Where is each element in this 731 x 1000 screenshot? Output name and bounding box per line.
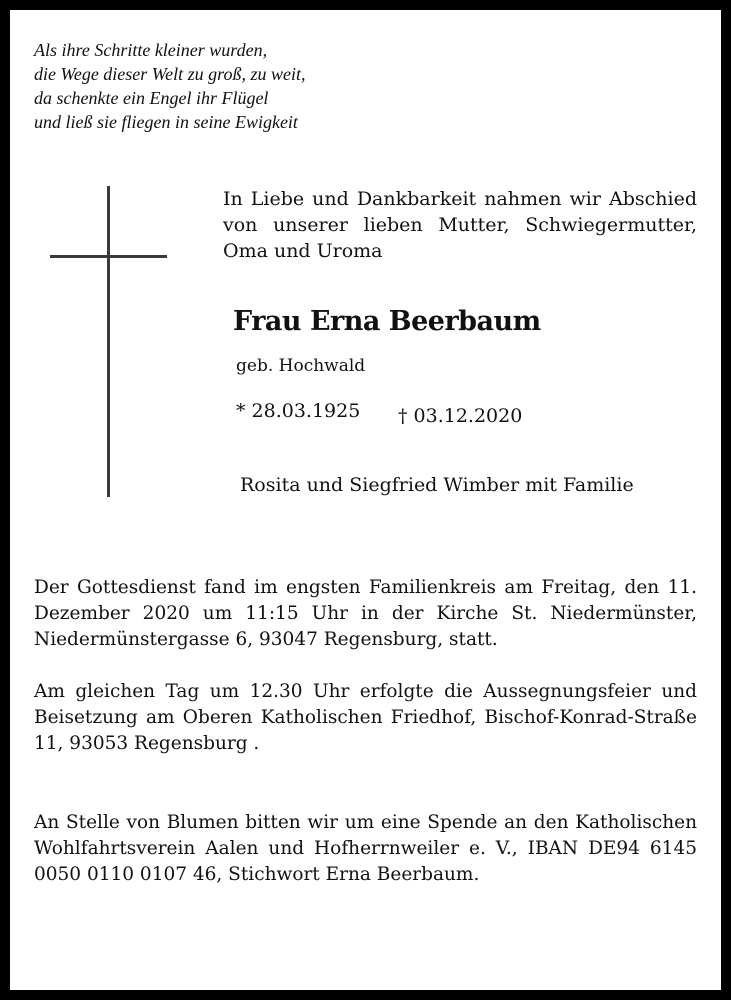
poem-line: und ließ sie fliegen in seine Ewigkeit bbox=[34, 112, 298, 132]
death-date: † 03.12.2020 bbox=[398, 405, 523, 427]
poem bbox=[34, 38, 305, 134]
cross-vertical-bar bbox=[107, 186, 110, 497]
service-paragraph: Der Gottesdienst fand im engsten Familienkreis am Freitag, den 11. Dezember 2020 um 11:15 Uhr in der Kirche St. Niedermünster, Niedermünstergasse 6, 93047 Regensburg, statt. bbox=[34, 577, 697, 650]
intro-text: In Liebe und Dankbarkeit nahmen wir Abschied von unserer lieben Mutter, Schwiegermutter, Oma und Uroma bbox=[223, 188, 697, 262]
poem-line: da schenkte ein Engel ihr Flügel bbox=[34, 88, 269, 108]
burial-paragraph: Am gleichen Tag um 12.30 Uhr erfolgte die Aussegnungsfeier und Beisetzung am Oberen Katholischen Friedhof, Bischof-Konrad-Straße 11, 93053 Regensburg . bbox=[34, 681, 697, 754]
birth-name: geb. Hochwald bbox=[236, 356, 366, 376]
cross-horizontal-bar bbox=[50, 255, 167, 258]
deceased-name: Frau Erna Beerbaum bbox=[233, 306, 541, 337]
obituary-card bbox=[10, 10, 721, 990]
birth-date: * 28.03.1925 bbox=[236, 400, 361, 422]
mourners: Rosita und Siegfried Wimber mit Familie bbox=[240, 474, 634, 496]
poem-line: Als ihre Schritte kleiner wurden, bbox=[34, 40, 268, 60]
poem-line: die Wege dieser Welt zu groß, zu weit, bbox=[34, 64, 306, 84]
donation-paragraph: An Stelle von Blumen bitten wir um eine Spende an den Katholischen Wohlfahrtsverein Aalen und Hofherrnweiler e. V., IBAN DE94 6145 0050 0110 0107 46, Stichwort Erna Beerbaum. bbox=[34, 812, 697, 885]
